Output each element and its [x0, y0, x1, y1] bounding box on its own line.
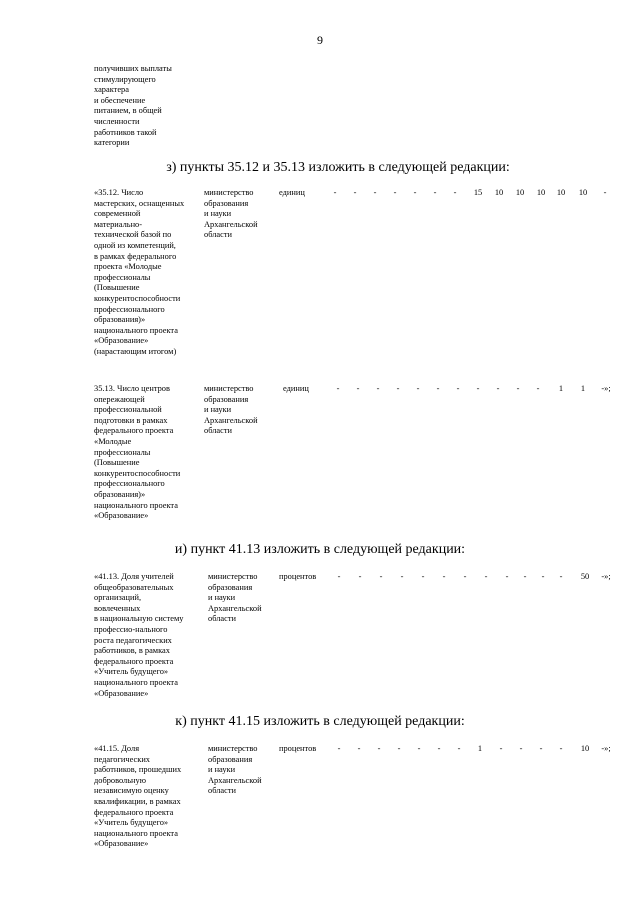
- value-cell: -: [453, 188, 457, 197]
- value-cell: -: [333, 188, 337, 197]
- value-cell: -: [603, 188, 607, 197]
- value-cell: -: [484, 572, 488, 581]
- row-35-12-organization: министерство образования и науки Архангельской области: [204, 188, 258, 240]
- value-cell: -: [496, 384, 500, 393]
- row-41-15-unit: процентов: [279, 744, 317, 753]
- value-cell: -: [463, 572, 467, 581]
- value-cell: 1: [477, 744, 483, 753]
- value-cell: -»;: [601, 572, 611, 581]
- value-cell: 10: [580, 744, 590, 753]
- value-cell: -: [456, 384, 460, 393]
- value-cell: -: [377, 744, 381, 753]
- row-35-13-description: 35.13. Число центров опережающей профессиональной подготовки в рамках федерального проекта «Молодые профессионалы (Повышение конкурентоспособности профессионального образования)» национального проекта «Образование»: [94, 384, 181, 521]
- value-cell: -: [505, 572, 509, 581]
- value-cell: -: [433, 188, 437, 197]
- value-cell: -: [559, 744, 563, 753]
- value-cell: -: [376, 384, 380, 393]
- value-cell: -: [417, 744, 421, 753]
- value-cell: 10: [578, 188, 588, 197]
- value-cell: 10: [515, 188, 525, 197]
- value-cell: -: [356, 384, 360, 393]
- row-41-13-description: «41.13. Доля учителей общеобразовательных организаций, вовлеченных в национальную систему профессио-нального роста педагогических работников, в рамках федерального проекта «Учитель будущего» национального проекта «Образование»: [94, 572, 184, 698]
- value-cell: -: [519, 744, 523, 753]
- page-number: 9: [317, 33, 323, 47]
- value-cell: -: [421, 572, 425, 581]
- value-cell: -: [457, 744, 461, 753]
- value-cell: -: [559, 572, 563, 581]
- value-cell: -: [523, 572, 527, 581]
- value-cell: -: [539, 744, 543, 753]
- top-fragment-text: получивших выплаты стимулирующего характера и обеспечение питанием, в общей численности работников такой категории: [94, 64, 172, 148]
- value-cell: -: [353, 188, 357, 197]
- row-35-13-organization: министерство образования и науки Архангельской области: [204, 384, 258, 436]
- value-cell: -: [541, 572, 545, 581]
- row-35-13-unit: единиц: [283, 384, 309, 393]
- row-41-15-organization: министерство образования и науки Архангельской области: [208, 744, 262, 796]
- value-cell: -: [379, 572, 383, 581]
- value-cell: -: [436, 384, 440, 393]
- value-cell: -: [416, 384, 420, 393]
- value-cell: -: [373, 188, 377, 197]
- value-cell: -: [397, 744, 401, 753]
- value-cell: 1: [580, 384, 586, 393]
- value-cell: -: [400, 572, 404, 581]
- value-cell: -: [337, 572, 341, 581]
- value-cell: -: [336, 384, 340, 393]
- value-cell: 10: [536, 188, 546, 197]
- row-41-15-description: «41.15. Доля педагогических работников, прошедших добровольную независимую оценку квалификации, в рамках федерального проекта «Учитель будущего» национального проекта «Образование»: [94, 744, 182, 849]
- value-cell: 10: [494, 188, 504, 197]
- value-cell: -: [536, 384, 540, 393]
- value-cell: -: [516, 384, 520, 393]
- value-cell: -: [337, 744, 341, 753]
- value-cell: -: [476, 384, 480, 393]
- value-cell: -: [413, 188, 417, 197]
- value-cell: -: [358, 572, 362, 581]
- value-cell: -»;: [601, 384, 611, 393]
- value-cell: 15: [473, 188, 483, 197]
- section-heading-z: з) пункты 35.12 и 35.13 изложить в следующей редакции:: [166, 160, 510, 175]
- row-41-13-organization: министерство образования и науки Архангельской области: [208, 572, 262, 624]
- section-heading-i: и) пункт 41.13 изложить в следующей редакции:: [174, 542, 466, 557]
- value-cell: -: [499, 744, 503, 753]
- section-heading-k: к) пункт 41.15 изложить в следующей редакции:: [175, 714, 465, 729]
- value-cell: -»;: [601, 744, 611, 753]
- value-cell: 1: [558, 384, 564, 393]
- row-35-12-description: «35.12. Число мастерских, оснащенных современной материально- технической базой по одной из компетенций, в рамках федерального проекта «Молодые профессионалы (Повышение конкурентоспособности профессионального образования)» национального проекта «Образование» (нарастающим итогом): [94, 188, 185, 356]
- value-cell: -: [396, 384, 400, 393]
- row-35-12-unit: единиц: [279, 188, 305, 197]
- value-cell: 10: [556, 188, 566, 197]
- row-41-13-unit: процентов: [279, 572, 317, 581]
- value-cell: -: [442, 572, 446, 581]
- value-cell: -: [393, 188, 397, 197]
- value-cell: -: [437, 744, 441, 753]
- value-cell: -: [357, 744, 361, 753]
- value-cell: 50: [580, 572, 590, 581]
